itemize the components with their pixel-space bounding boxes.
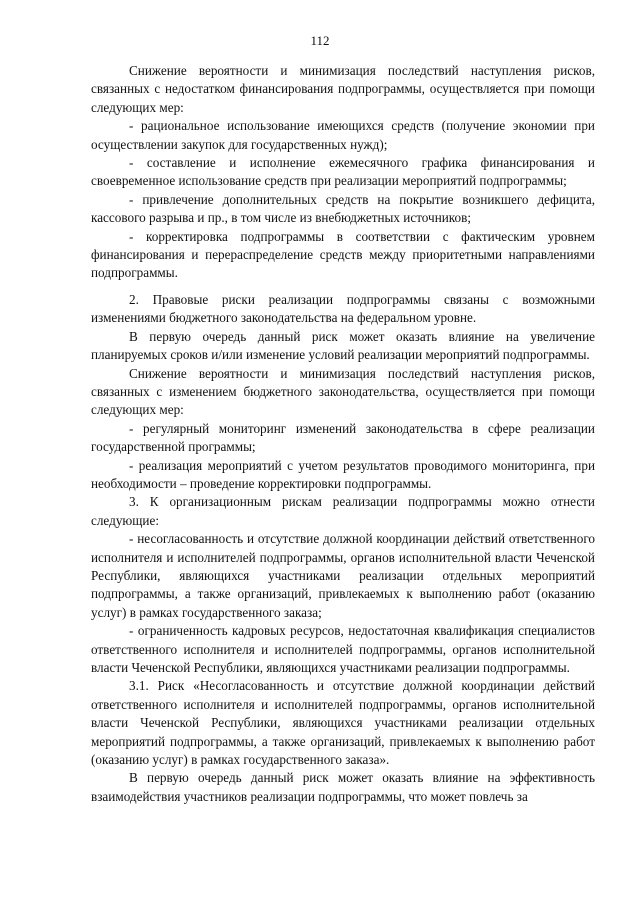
- list-item: - регулярный мониторинг изменений законодательства в сфере реализации государственной программы;: [91, 420, 595, 455]
- section-heading-paragraph: 2. Правовые риски реализации подпрограммы связаны с возможными изменениями бюджетного законодательства на федеральном уровне.: [91, 291, 595, 326]
- document-body: [91, 62, 595, 806]
- paragraph: В первую очередь данный риск может оказать влияние на увеличение планируемых сроков и/или изменение условий реализации мероприятий подпрограммы.: [91, 328, 595, 363]
- list-item: - составление и исполнение ежемесячного графика финансирования и своевременное использование средств при реализации мероприятий подпрограммы;: [91, 155, 595, 189]
- section-heading-paragraph: 3. К организационным рискам реализации подпрограммы можно отнести следующие:: [91, 494, 595, 528]
- page-number: 112: [310, 33, 330, 48]
- list-item: - ограниченность кадровых ресурсов, недостаточная квалификация специалистов ответственного исполнителя и исполнителей подпрограммы, органов исполнительной власти Чеченской Республики, являющихся участниками реализации подпрограммы.: [91, 623, 595, 675]
- list-item: - рациональное использование имеющихся средств (получение экономии при осуществлении закупок для государственных нужд);: [91, 118, 595, 152]
- paragraph: В первую очередь данный риск может оказать влияние на эффективность взаимодействия участников реализации подпрограммы, что может повлечь за: [91, 770, 595, 804]
- subsection-paragraph: 3.1. Риск «Несогласованность и отсутствие должной координации действий ответственного исполнителя и исполнителей подпрограммы, органов исполнительной власти Чеченской Республики, являющихся участниками реализации отдельных мероприятий подпрограммы, а также организаций, привлекаемых к выполнению работ (оказанию услуг) в рамках государственного заказа».: [91, 678, 595, 768]
- list-item: - привлечение дополнительных средств на покрытие возникшего дефицита, кассового разрыва и пр., в том числе из внебюджетных источников;: [91, 191, 595, 226]
- list-item: - несогласованность и отсутствие должной координации действий ответственного исполнителя и исполнителей подпрограммы, органов исполнительной власти Чеченской Республики, являющихся участниками реализации отдельных мероприятий подпрограммы, а также организаций, привлекаемых к выполнению работ (оказанию услуг) в рамках государственного заказа;: [91, 531, 595, 620]
- list-item: - корректировка подпрограммы в соответствии с фактическим уровнем финансирования и перераспределение средств между приоритетными направлениями подпрограммы.: [91, 228, 595, 281]
- list-item: - реализация мероприятий с учетом результатов проводимого мониторинга, при необходимости – проведение корректировки подпрограммы.: [91, 457, 595, 491]
- paragraph: Снижение вероятности и минимизация последствий наступления рисков, связанных с недостатком финансирования подпрограммы, осуществляется при помощи следующих мер:: [91, 63, 595, 115]
- paragraph: Снижение вероятности и минимизация последствий наступления рисков, связанных с изменением бюджетного законодательства, осуществляется при помощи следующих мер:: [91, 365, 595, 418]
